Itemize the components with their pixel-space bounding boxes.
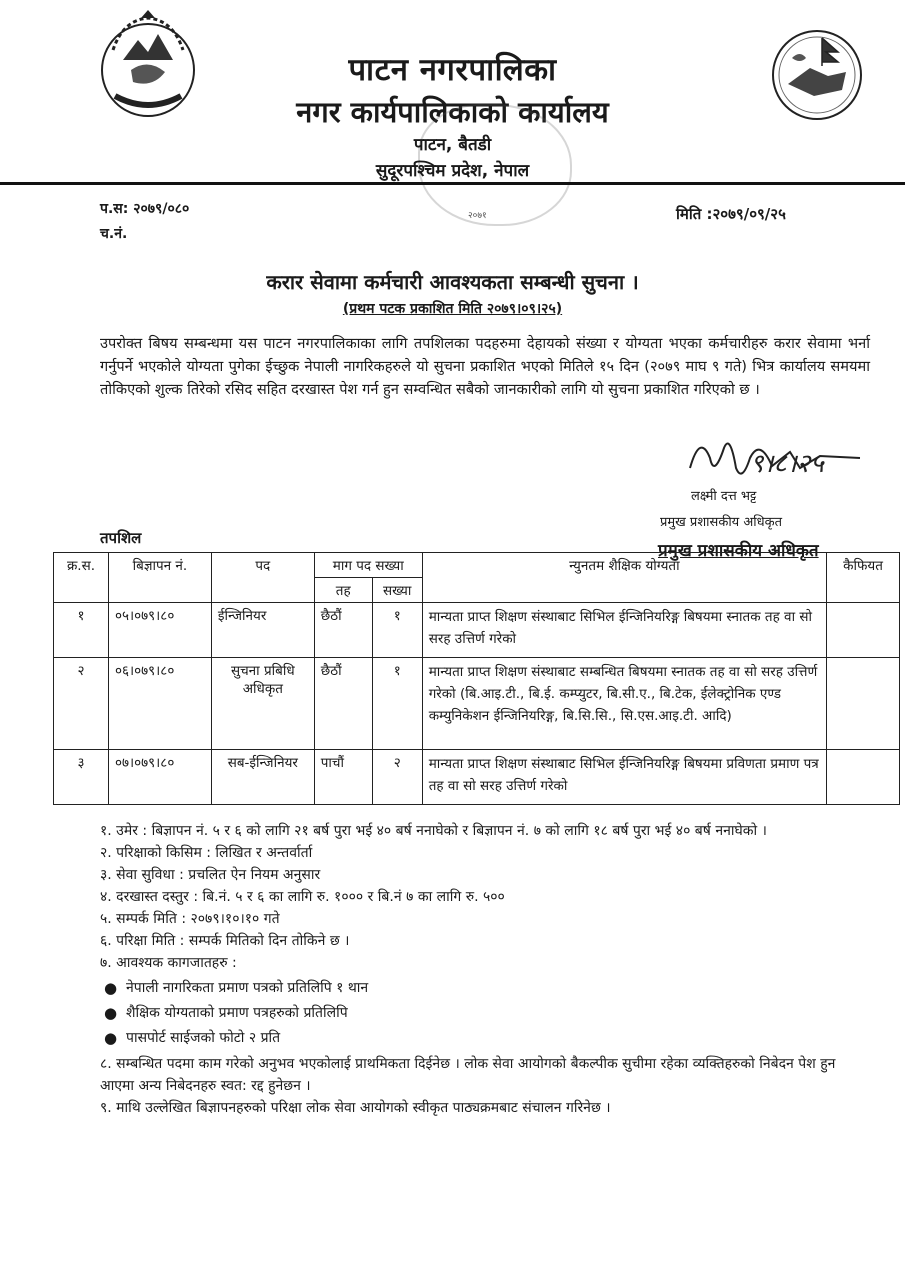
header-post: पद: [211, 553, 314, 603]
note-facilities: ३. सेवा सुविधा : प्रचलित ऐन नियम अनुसार: [100, 867, 321, 883]
bullet-icon: ●: [104, 1004, 118, 1022]
cell-level: छैठौं: [314, 603, 372, 658]
document-item: नेपाली नागरिकता प्रमाण पत्रको प्रतिलिपि १ थान: [126, 980, 369, 996]
cell-sn: १: [54, 603, 109, 658]
cell-ad-no: ०५।०७९।८०: [108, 603, 211, 658]
notice-body: उपरोक्त बिषय सम्बन्धमा यस पाटन नगरपालिकाका लागि तपशिलका पदहरुमा देहायको संख्या र योग्यता भएका कर्मचारीहरु करार सेवामा भर्ना गर्नुपर्ने भएकोले योग्यता पुगेका ईच्छुक नेपाली नागरिकहरुले यो सुचना प्रकाशित भएको मितिले १५ दिन (२०७९ माघ ९ गते) भित्र कार्यालय समयमा तोकिएको शुल्क तिरेको रसिद सहित दरखास्त पेश गर्न हुन सम्वन्धित सबैको जानकारीको लागि यो सुचना प्रकाशित गरिएको छ ।: [100, 335, 870, 398]
document-item: पासपोर्ट साईजको फोटो २ प्रति: [126, 1030, 281, 1046]
office-location: पाटन, बैतडी: [413, 135, 492, 155]
note-experience: ८. सम्बन्धित पदमा काम गरेको अनुभव भएकोलाई प्राथमिकता दिईनेछ । लोक सेवा आयोगको बैकल्पीक सुचीमा रहेका व्यक्तिहरुको निबेदन पेश हुन आएमा अन्य निबेदनहरु स्वत: रद्द हुनेछन ।: [100, 1056, 836, 1094]
table-row: [54, 658, 900, 750]
header-ad-no: बिज्ञापन नं.: [108, 553, 211, 603]
signature-date-scribble: ९।८।२५: [750, 449, 824, 479]
cell-qualification: मान्यता प्राप्त शिक्षण संस्थाबाट सिभिल ईन्जिनियरिङ्ग बिषयमा प्रविणता प्रमाण पत्र तह वा सो सरह उत्तिर्ण गरेको: [422, 750, 826, 805]
cell-post: ईन्जिनियर: [211, 603, 314, 658]
header-sn: क्र.स.: [54, 553, 109, 603]
table-row: [54, 750, 900, 805]
cell-post: सब-ईन्जिनियर: [211, 750, 314, 805]
cell-count: २: [372, 750, 422, 805]
reference-number: प.स: २०७९/०८०: [100, 201, 190, 217]
note-fee: ४. दरखास्त दस्तुर : बि.नं. ५ र ६ का लागि रु. १००० र बि.नं ७ का लागि रु. ५००: [100, 889, 505, 905]
header-level: तह: [314, 578, 372, 603]
bullet-icon: ●: [104, 979, 118, 997]
stamp-number: २०७१: [468, 211, 487, 221]
cell-level: छैठौं: [314, 658, 372, 750]
table-row: [54, 603, 900, 658]
signature: [680, 428, 865, 490]
table-caption: तपशिल: [100, 529, 142, 547]
notice-subtitle: (प्रथम पटक प्रकाशित मिति २०७९।०९।२५): [342, 301, 563, 317]
cell-remarks: [827, 603, 900, 658]
list-item: [100, 976, 860, 1001]
office-name: नगर कार्यपालिकाको कार्यालय: [296, 95, 609, 129]
bullet-icon: ●: [104, 1029, 118, 1047]
note-syllabus: ९. माथि उल्लेखित बिज्ञापनहरुको परिक्षा लोक सेवा आयोगको स्वीकृत पाठ्यक्रमबाट संचालन गरिनेछ ।: [100, 1100, 611, 1116]
cell-remarks: [827, 658, 900, 750]
cell-qualification: मान्यता प्राप्त शिक्षण संस्थाबाट सम्बन्धित बिषयमा स्नातक तह वा सो सरह उत्तिर्ण गरेको (बि.आइ.टी., बि.ई. कम्प्युटर, बि.सी.ए., बि.टेक, ईलेक्ट्रोनिक एण्ड कम्युनिकेशन ईन्जिनियरिङ्ग, बि.सि.सि., सि.एस.आइ.टी. आदि): [422, 658, 826, 750]
cell-sn: ३: [54, 750, 109, 805]
documents-list: [100, 976, 860, 1051]
cell-count: १: [372, 603, 422, 658]
dispatch-number: च.नं.: [100, 226, 128, 242]
cell-remarks: [827, 750, 900, 805]
header-demand: माग पद सख्या: [314, 553, 422, 578]
vacancy-table: [53, 552, 900, 805]
municipality-name: पाटन नगरपालिका: [348, 52, 557, 88]
cell-ad-no: ०६।०७९।८०: [108, 658, 211, 750]
header-remarks: कैफियत: [827, 553, 900, 603]
list-item: [100, 1001, 860, 1026]
note-exam-type: २. परिक्षाको किसिम : लिखित र अन्तर्वार्ता: [100, 845, 313, 861]
cell-post: सुचना प्रबिधि अधिकृत: [211, 658, 314, 750]
header-divider: [0, 182, 905, 185]
cell-count: १: [372, 658, 422, 750]
header-count: सख्या: [372, 578, 422, 603]
note-exam-date: ६. परिक्षा मिति : सम्पर्क मितिको दिन तोकिने छ ।: [100, 933, 350, 949]
cell-qualification: मान्यता प्राप्त शिक्षण संस्थाबाट सिभिल ईन्जिनियरिङ्ग बिषयमा स्नातक तह वा सो सरह उत्तिर्ण गरेको: [422, 603, 826, 658]
cell-sn: २: [54, 658, 109, 750]
cell-ad-no: ०७।०७९।८०: [108, 750, 211, 805]
notice-title: करार सेवामा कर्मचारी आवश्यकता सम्बन्धी सुचना ।: [266, 270, 639, 294]
document-item: शैक्षिक योग्यताको प्रमाण पत्रहरुको प्रतिलिपि: [126, 1005, 348, 1021]
office-province: सुदूरपश्चिम प्रदेश, नेपाल: [375, 161, 530, 181]
cell-level: पाचौं: [314, 750, 372, 805]
note-documents: ७. आवश्यक कागजातहरु :: [100, 955, 237, 971]
signer-post-stamp: प्रमुख प्रशासकीय अधिकृत: [658, 541, 819, 561]
notes-list: [100, 820, 860, 1119]
letter-date: मिति :२०७९/०९/२५: [676, 205, 786, 223]
signer-name: लक्ष्मी दत्त भट्ट: [691, 489, 757, 504]
header-qualification: न्युनतम शैक्षिक योग्यता: [422, 553, 826, 603]
signer-post: प्रमुख प्रशासकीय अधिकृत: [660, 515, 783, 530]
note-contact-date: ५. सम्पर्क मिति : २०७९।१०।१० गते: [100, 911, 280, 927]
note-age: १. उमेर : बिज्ञापन नं. ५ र ६ को लागि २१ बर्ष पुरा भई ४० बर्ष ननाघेको र बिज्ञापन नं. ७ को लागि १८ बर्ष पुरा भई ४० बर्ष ननाघेको ।: [100, 823, 767, 839]
list-item: [100, 1026, 860, 1051]
